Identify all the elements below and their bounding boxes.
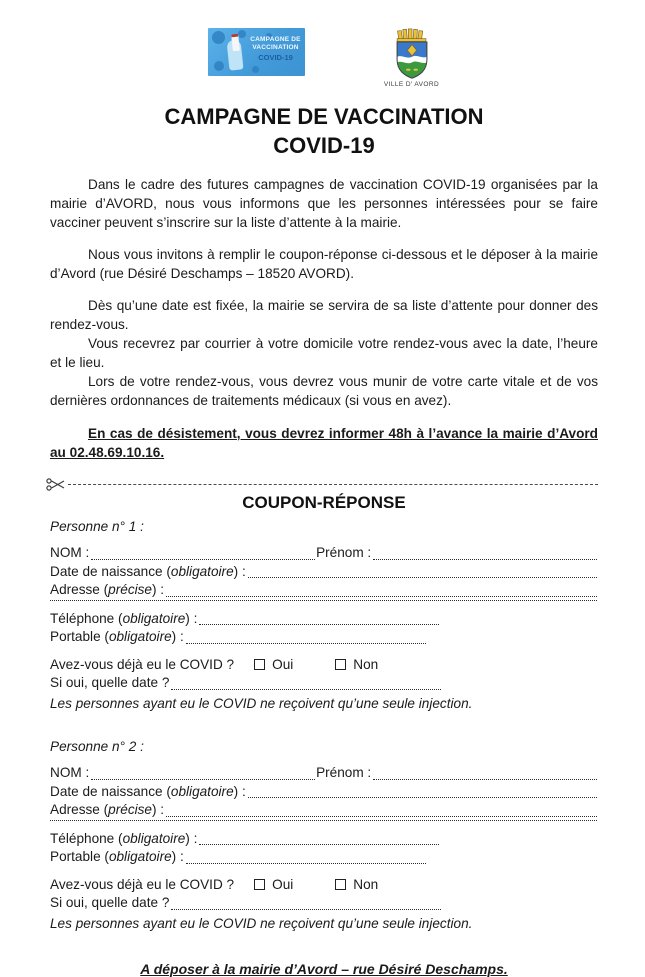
dob-label: Date de naissance ( bbox=[50, 563, 171, 579]
dob-label-post: ) : bbox=[233, 783, 246, 799]
covid-date-blank-line bbox=[171, 689, 441, 690]
dashed-line bbox=[68, 484, 598, 485]
phone-label: Téléphone ( bbox=[50, 830, 123, 846]
dob-label-em: obligatoire bbox=[170, 783, 234, 799]
person-label: Personne n° 2 : bbox=[50, 739, 144, 755]
vaccine-vial-icon bbox=[231, 34, 240, 52]
dob-label-em: obligatoire bbox=[170, 563, 234, 579]
prenom-label: Prénom : bbox=[316, 545, 372, 561]
intro-paragraph-2: Nous vous invitons à remplir le coupon-réponse ci-dessous et le déposer à la mairie d’Avord (rue Désiré Deschamps – 18520 AVORD). bbox=[50, 247, 598, 282]
virus-icon bbox=[214, 61, 224, 71]
address-label-em: précise bbox=[108, 802, 152, 818]
prenom-label: Prénom : bbox=[316, 765, 372, 781]
virus-icon bbox=[238, 30, 246, 38]
field-row-mobile bbox=[50, 848, 598, 867]
non-label: Non bbox=[353, 656, 379, 672]
covid-question-row bbox=[50, 876, 598, 895]
oui-checkbox bbox=[254, 659, 265, 670]
mobile-label-post: ) : bbox=[171, 629, 184, 645]
person-section-1 bbox=[50, 519, 598, 713]
banner-line3: COVID-19 bbox=[258, 53, 293, 63]
virus-icon bbox=[252, 66, 259, 73]
injection-note: Les personnes ayant eu le COVID ne reçoivent qu’une seule injection. bbox=[50, 695, 473, 711]
banner-line2: VACCINATION bbox=[252, 44, 299, 52]
address-blank-line bbox=[166, 816, 597, 817]
prenom-blank-line bbox=[373, 559, 597, 560]
dob-blank-line bbox=[248, 577, 597, 578]
oui-label: Oui bbox=[272, 876, 294, 892]
vaccination-banner-image bbox=[208, 28, 305, 76]
address-label: Adresse ( bbox=[50, 802, 109, 818]
field-row-birthdate bbox=[50, 563, 598, 582]
nom-blank-line bbox=[91, 779, 315, 780]
address-blank-line-2 bbox=[50, 600, 597, 601]
address-label-em: précise bbox=[108, 582, 152, 598]
phone-label-post: ) : bbox=[185, 610, 198, 626]
address-label: Adresse ( bbox=[50, 582, 109, 598]
covid-date-label: Si oui, quelle date ? bbox=[50, 895, 170, 911]
deposit-instruction: A déposer à la mairie d’Avord – rue Désiré Deschamps. bbox=[140, 961, 508, 977]
intro-paragraph-4: Vous recevrez par courrier à votre domicile votre rendez-vous avec la date, l’heure et le lieu. bbox=[50, 336, 598, 371]
field-row-covid-date bbox=[50, 674, 598, 693]
non-checkbox bbox=[335, 659, 346, 670]
dob-blank-line bbox=[248, 797, 597, 798]
covid-question: Avez-vous déjà eu le COVID ? bbox=[50, 656, 235, 672]
mobile-label-post: ) : bbox=[171, 849, 184, 865]
scissors-icon bbox=[46, 478, 65, 491]
header bbox=[50, 28, 598, 88]
field-row-name bbox=[50, 544, 598, 563]
nom-label: NOM : bbox=[50, 545, 90, 561]
mobile-label: Portable ( bbox=[50, 629, 109, 645]
oui-label: Oui bbox=[272, 656, 294, 672]
covid-question: Avez-vous déjà eu le COVID ? bbox=[50, 876, 235, 892]
mobile-blank-line bbox=[186, 863, 426, 864]
coupon-title: COUPON-RÉPONSE bbox=[242, 493, 406, 513]
phone-blank-line bbox=[199, 624, 439, 625]
field-row-address bbox=[50, 801, 598, 820]
intro-paragraph-5: Lors de votre rendez-vous, vous devrez vous munir de votre carte vitale et de vos dernières ordonnances de traitements médicaux (si vous en avez). bbox=[50, 374, 598, 409]
phone-label-em: obligatoire bbox=[122, 610, 186, 626]
oui-checkbox bbox=[254, 879, 265, 890]
field-row-birthdate bbox=[50, 783, 598, 802]
mobile-label-em: obligatoire bbox=[108, 849, 172, 865]
field-row-phone bbox=[50, 610, 598, 629]
mobile-blank-line bbox=[186, 643, 426, 644]
person-label: Personne n° 1 : bbox=[50, 519, 144, 535]
field-row-mobile bbox=[50, 628, 598, 647]
crest-caption: VILLE D' AVORD bbox=[383, 81, 440, 88]
field-row-phone bbox=[50, 830, 598, 849]
address-label-post: ) : bbox=[152, 802, 165, 818]
intro-paragraph-3: Dès qu’une date est fixée, la mairie se servira de sa liste d’attente pour donner des rendez-vous. bbox=[50, 298, 598, 333]
address-label-post: ) : bbox=[152, 582, 165, 598]
nom-label: NOM : bbox=[50, 765, 90, 781]
person-section-2 bbox=[50, 739, 598, 933]
field-row-address bbox=[50, 581, 598, 600]
intro-paragraph-1: Dans le cadre des futures campagnes de vaccination COVID-19 organisées par la mairie d’AVORD, nous vous informons que les personnes intéressées pour se faire vacciner peuvent s’inscrire sur la liste d’attente à la mairie. bbox=[50, 177, 598, 231]
covid-date-blank-line bbox=[171, 909, 441, 910]
town-crest bbox=[383, 28, 441, 88]
address-blank-line bbox=[166, 596, 597, 597]
non-checkbox bbox=[335, 879, 346, 890]
phone-label-post: ) : bbox=[185, 830, 198, 846]
non-label: Non bbox=[353, 876, 379, 892]
covid-question-row bbox=[50, 656, 598, 675]
virus-icon bbox=[212, 31, 225, 44]
dob-label-post: ) : bbox=[233, 563, 246, 579]
mobile-label-em: obligatoire bbox=[108, 629, 172, 645]
title-line2: COVID-19 bbox=[273, 133, 375, 159]
coat-of-arms-icon bbox=[387, 28, 437, 80]
covid-date-label: Si oui, quelle date ? bbox=[50, 675, 170, 691]
phone-label: Téléphone ( bbox=[50, 610, 123, 626]
cancellation-notice: En cas de désistement, vous devrez informer 48h à l’avance la mairie d’Avord au 02.48.69.10.16. bbox=[50, 426, 598, 461]
field-row-covid-date bbox=[50, 894, 598, 913]
phone-blank-line bbox=[199, 844, 439, 845]
page-title bbox=[50, 102, 598, 160]
prenom-blank-line bbox=[373, 779, 597, 780]
address-blank-line-2 bbox=[50, 820, 597, 821]
cut-line bbox=[46, 478, 598, 491]
injection-note: Les personnes ayant eu le COVID ne reçoivent qu’une seule injection. bbox=[50, 915, 473, 931]
banner-line1: CAMPAGNE DE bbox=[250, 36, 301, 43]
nom-blank-line bbox=[91, 559, 315, 560]
phone-label-em: obligatoire bbox=[122, 830, 186, 846]
banner-text bbox=[250, 36, 302, 63]
title-line1: CAMPAGNE DE VACCINATION bbox=[164, 104, 484, 129]
field-row-name bbox=[50, 764, 598, 783]
mobile-label: Portable ( bbox=[50, 849, 109, 865]
dob-label: Date de naissance ( bbox=[50, 783, 171, 799]
